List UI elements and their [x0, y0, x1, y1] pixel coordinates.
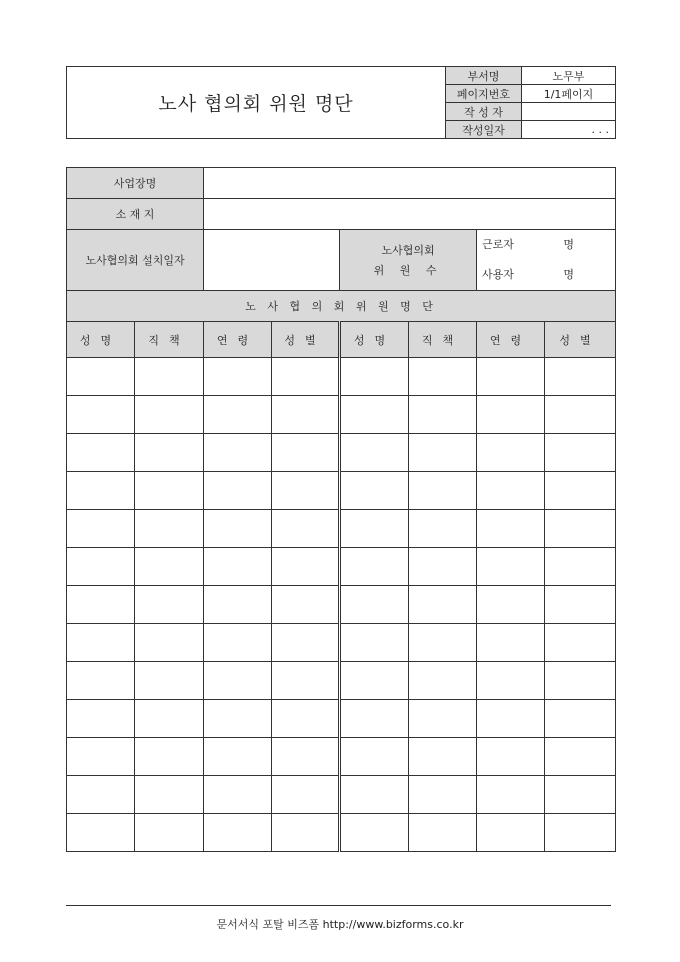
member-count-label-line2: 위 원 수 — [373, 264, 443, 277]
cell-age[interactable] — [204, 814, 272, 852]
cell-name-2[interactable] — [340, 586, 409, 624]
col-header-name-2: 성명 — [340, 322, 409, 358]
cell-name[interactable] — [67, 472, 135, 510]
cell-name-2[interactable] — [340, 776, 409, 814]
cell-age[interactable] — [204, 434, 272, 472]
cell-name-2[interactable] — [340, 510, 409, 548]
col-header-position-2: 직책 — [409, 322, 477, 358]
cell-position-2[interactable] — [409, 472, 477, 510]
member-count-label-line1: 노사협의회 — [381, 244, 435, 257]
col-header-age: 연령 — [204, 322, 272, 358]
cell-gender[interactable] — [272, 700, 340, 738]
cell-name[interactable] — [67, 662, 135, 700]
cell-gender[interactable] — [272, 434, 340, 472]
cell-gender-2[interactable] — [545, 510, 616, 548]
table-row — [67, 358, 616, 396]
cell-name-2[interactable] — [340, 700, 409, 738]
cell-position-2[interactable] — [409, 624, 477, 662]
cell-position[interactable] — [135, 396, 204, 434]
dept-label: 부서명 — [446, 67, 522, 85]
cell-name[interactable] — [67, 776, 135, 814]
cell-name[interactable] — [67, 548, 135, 586]
worker-label: 근로자 — [482, 238, 514, 251]
member-count-label — [340, 230, 477, 291]
cell-gender[interactable] — [272, 624, 340, 662]
cell-gender[interactable] — [272, 548, 340, 586]
table-row — [67, 510, 616, 548]
cell-position[interactable] — [135, 700, 204, 738]
table-row — [67, 738, 616, 776]
col-header-gender: 성별 — [272, 322, 340, 358]
cell-age-2[interactable] — [477, 510, 545, 548]
cell-position-2[interactable] — [409, 776, 477, 814]
cell-gender-2[interactable] — [545, 434, 616, 472]
col-header-gender-2: 성별 — [545, 322, 616, 358]
header-table — [66, 66, 616, 139]
member-rows — [67, 358, 616, 852]
cell-gender-2[interactable] — [545, 548, 616, 586]
business-name-field[interactable] — [204, 168, 616, 199]
cell-position[interactable] — [135, 776, 204, 814]
col-header-name: 성명 — [67, 322, 135, 358]
cell-age[interactable] — [204, 586, 272, 624]
cell-age[interactable] — [204, 738, 272, 776]
cell-gender[interactable] — [272, 358, 340, 396]
cell-age[interactable] — [204, 624, 272, 662]
cell-name[interactable] — [67, 434, 135, 472]
cell-gender[interactable] — [272, 472, 340, 510]
cell-age[interactable] — [204, 358, 272, 396]
table-row — [67, 548, 616, 586]
table-row — [67, 662, 616, 700]
table-row — [67, 396, 616, 434]
cell-position[interactable] — [135, 662, 204, 700]
cell-gender-2[interactable] — [545, 624, 616, 662]
cell-age-2[interactable] — [477, 738, 545, 776]
cell-name-2[interactable] — [340, 396, 409, 434]
cell-age[interactable] — [204, 548, 272, 586]
cell-age-2[interactable] — [477, 472, 545, 510]
page-number-label: 페이지번호 — [446, 85, 522, 103]
cell-position-2[interactable] — [409, 738, 477, 776]
setup-date-field[interactable] — [204, 230, 340, 291]
employer-unit: 명 — [563, 268, 575, 281]
cell-age[interactable] — [204, 662, 272, 700]
cell-gender-2[interactable] — [545, 662, 616, 700]
cell-age-2[interactable] — [477, 358, 545, 396]
date-label: 작성일자 — [446, 121, 522, 139]
cell-age[interactable] — [204, 700, 272, 738]
cell-name-2[interactable] — [340, 814, 409, 852]
cell-name[interactable] — [67, 586, 135, 624]
cell-age[interactable] — [204, 396, 272, 434]
cell-position[interactable] — [135, 814, 204, 852]
cell-age-2[interactable] — [477, 814, 545, 852]
cell-gender[interactable] — [272, 396, 340, 434]
cell-gender-2[interactable] — [545, 396, 616, 434]
cell-name-2[interactable] — [340, 738, 409, 776]
table-row — [67, 700, 616, 738]
cell-gender-2[interactable] — [545, 358, 616, 396]
cell-gender[interactable] — [272, 814, 340, 852]
cell-position-2[interactable] — [409, 586, 477, 624]
cell-name[interactable] — [67, 738, 135, 776]
col-header-position: 직책 — [135, 322, 204, 358]
cell-name-2[interactable] — [340, 358, 409, 396]
cell-position[interactable] — [135, 586, 204, 624]
cell-gender[interactable] — [272, 776, 340, 814]
cell-name-2[interactable] — [340, 548, 409, 586]
dept-value[interactable]: 노무부 — [522, 67, 616, 85]
cell-name[interactable] — [67, 396, 135, 434]
cell-name-2[interactable] — [340, 472, 409, 510]
cell-age-2[interactable] — [477, 700, 545, 738]
cell-name-2[interactable] — [340, 662, 409, 700]
cell-position[interactable] — [135, 358, 204, 396]
cell-name[interactable] — [67, 624, 135, 662]
footer-text: 문서서식 포탈 비즈폼 http://www.bizforms.co.kr — [216, 918, 464, 931]
cell-gender-2[interactable] — [545, 776, 616, 814]
setup-date-label: 노사협의회 설치일자 — [67, 230, 204, 291]
member-table — [66, 167, 616, 852]
cell-position-2[interactable] — [409, 434, 477, 472]
cell-age[interactable] — [204, 776, 272, 814]
cell-position-2[interactable] — [409, 662, 477, 700]
cell-age-2[interactable] — [477, 662, 545, 700]
table-row — [67, 434, 616, 472]
cell-position[interactable] — [135, 434, 204, 472]
address-field[interactable] — [204, 199, 616, 230]
cell-gender-2[interactable] — [545, 700, 616, 738]
cell-position-2[interactable] — [409, 814, 477, 852]
cell-age-2[interactable] — [477, 548, 545, 586]
table-row — [67, 624, 616, 662]
cell-name-2[interactable] — [340, 624, 409, 662]
cell-position[interactable] — [135, 472, 204, 510]
cell-age-2[interactable] — [477, 586, 545, 624]
address-label: 소 재 지 — [67, 199, 204, 230]
worker-unit: 명 — [563, 238, 575, 251]
cell-position-2[interactable] — [409, 396, 477, 434]
cell-gender-2[interactable] — [545, 586, 616, 624]
cell-gender[interactable] — [272, 510, 340, 548]
business-name-label: 사업장명 — [67, 168, 204, 199]
cell-age-2[interactable] — [477, 434, 545, 472]
cell-gender-2[interactable] — [545, 472, 616, 510]
employer-count-field[interactable] — [477, 260, 616, 291]
author-value[interactable] — [522, 103, 616, 121]
table-row — [67, 814, 616, 852]
cell-gender[interactable] — [272, 662, 340, 700]
table-row — [67, 586, 616, 624]
date-value[interactable]: . . . — [522, 121, 616, 139]
cell-position-2[interactable] — [409, 358, 477, 396]
cell-gender-2[interactable] — [545, 738, 616, 776]
cell-position-2[interactable] — [409, 548, 477, 586]
worker-count-field[interactable] — [477, 230, 616, 261]
footer-divider — [66, 905, 611, 906]
table-row — [67, 472, 616, 510]
cell-age[interactable] — [204, 472, 272, 510]
cell-position[interactable] — [135, 738, 204, 776]
page-number-value[interactable]: 1/1페이지 — [522, 85, 616, 103]
document-title: 노사 협의회 위원 명단 — [67, 67, 446, 139]
cell-position-2[interactable] — [409, 700, 477, 738]
cell-name[interactable] — [67, 700, 135, 738]
cell-gender[interactable] — [272, 738, 340, 776]
cell-position[interactable] — [135, 510, 204, 548]
cell-name[interactable] — [67, 814, 135, 852]
cell-age-2[interactable] — [477, 624, 545, 662]
cell-position-2[interactable] — [409, 510, 477, 548]
cell-age-2[interactable] — [477, 396, 545, 434]
cell-gender[interactable] — [272, 586, 340, 624]
cell-name[interactable] — [67, 358, 135, 396]
section-title: 노 사 협 의 회 위 원 명 단 — [67, 291, 616, 322]
cell-position[interactable] — [135, 548, 204, 586]
cell-position[interactable] — [135, 624, 204, 662]
author-label: 작 성 자 — [446, 103, 522, 121]
cell-name-2[interactable] — [340, 434, 409, 472]
table-row — [67, 776, 616, 814]
employer-label: 사용자 — [482, 268, 514, 281]
cell-age[interactable] — [204, 510, 272, 548]
cell-gender-2[interactable] — [545, 814, 616, 852]
cell-age-2[interactable] — [477, 776, 545, 814]
col-header-age-2: 연령 — [477, 322, 545, 358]
cell-name[interactable] — [67, 510, 135, 548]
